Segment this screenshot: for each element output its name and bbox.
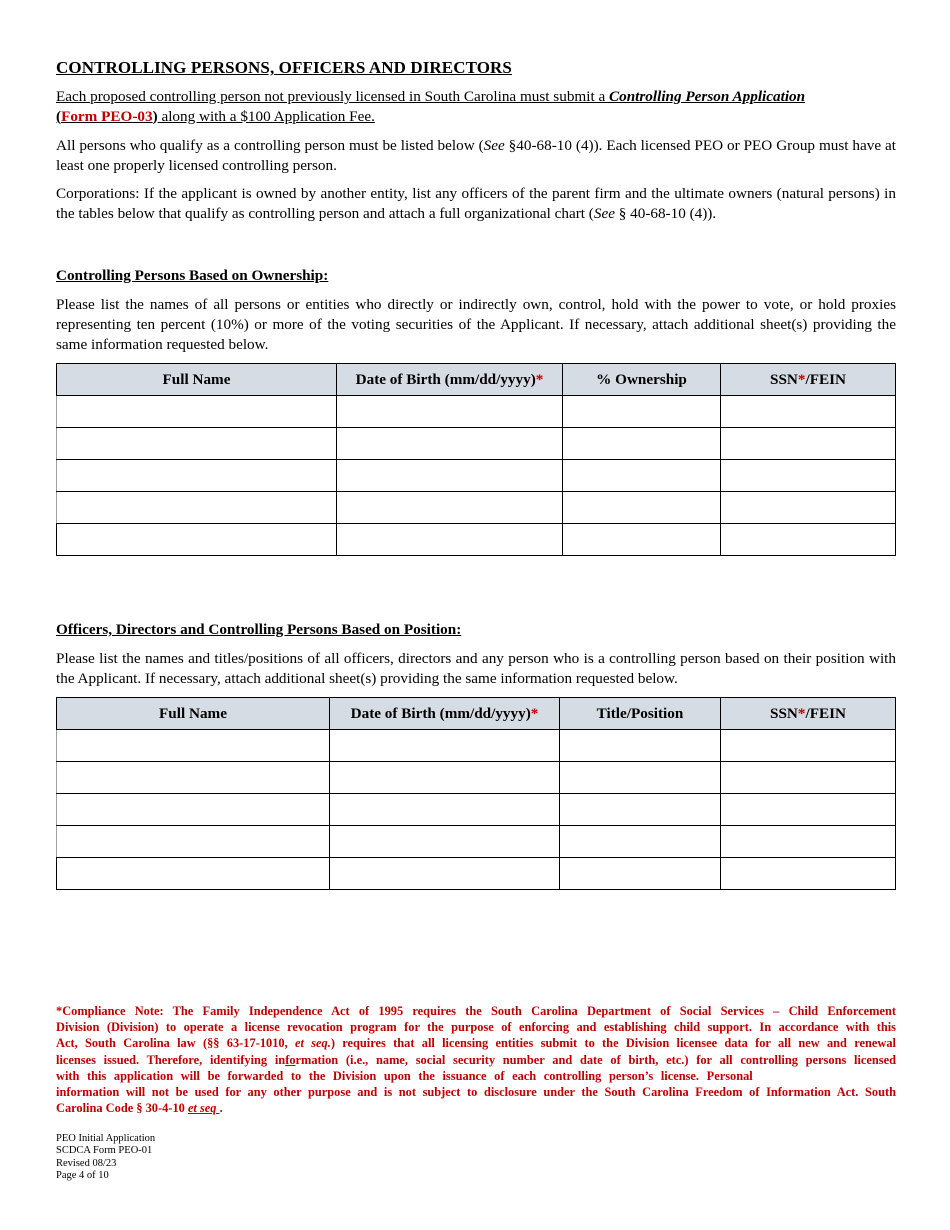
column-header-date-of-birth: Date of Birth (mm/dd/yyyy)*: [337, 364, 563, 396]
note-line: Division (Division) to operate a license revocation program for the purpose of enforcing and establishing child support. In accordance with this: [56, 1020, 896, 1035]
date-of-birth-cell[interactable]: [330, 858, 560, 890]
ssn-fein-cell[interactable]: [721, 794, 896, 826]
compliance-note: [56, 1003, 896, 1116]
ssn-fein-cell[interactable]: [721, 492, 896, 524]
position-table-header: [57, 698, 896, 730]
date-of-birth-cell[interactable]: [337, 492, 563, 524]
form-number-link[interactable]: Form PEO-03: [61, 107, 153, 125]
title-position-cell[interactable]: [560, 794, 721, 826]
table-row: [57, 858, 896, 890]
table-row: [57, 524, 896, 556]
column-header-ssn-fein: SSN*/FEIN: [721, 698, 896, 730]
position-table: [56, 697, 896, 890]
footer-revision-date: Revised 08/23: [56, 1157, 117, 1169]
title-position-cell[interactable]: [560, 730, 721, 762]
paragraph-text: Corporations: If the applicant is owned by another entity, list any officers of the parent firm and the ultimate owners (natural persons) in the tables below that qualify as controlling person and attach a full organizational chart (: [56, 185, 896, 222]
title-position-cell[interactable]: [560, 762, 721, 794]
full-name-cell[interactable]: [57, 460, 337, 492]
full-name-cell[interactable]: [57, 858, 330, 890]
ownership-percent-cell[interactable]: [563, 524, 721, 556]
footer-page-number: Page 4 of 10: [56, 1169, 109, 1181]
ownership-description: Please list the names of all persons or entities who directly or indirectly own, control, hold with the power to vote, or hold proxies representing ten percent (10%) or more of the voting securities of the Applicant. If necessary, attach additional sheet(s) providing the same information requested below.: [56, 296, 896, 353]
ssn-fein-cell[interactable]: [721, 730, 896, 762]
see-reference: See: [483, 137, 505, 154]
table-row: [57, 460, 896, 492]
date-of-birth-cell[interactable]: [337, 460, 563, 492]
required-asterisk: *: [530, 704, 539, 722]
paragraph-text: §40-68-10 (4)). Each licensed PEO or PEO Group must have at least one properly licensed controlling person.: [56, 137, 896, 174]
corporations-paragraph: [56, 184, 896, 224]
column-header-full-name: Full Name: [57, 364, 337, 396]
ssn-fein-cell[interactable]: [721, 428, 896, 460]
column-header-ssn-fein: SSN*/FEIN: [721, 364, 896, 396]
paragraph-text: All persons who qualify as a controlling person must be listed below (: [56, 137, 484, 154]
ownership-percent-cell[interactable]: [563, 460, 721, 492]
column-header-ownership-percent: % Ownership: [563, 364, 721, 396]
table-row: [57, 826, 896, 858]
ownership-heading: Controlling Persons Based on Ownership:: [56, 267, 329, 284]
table-row: [57, 396, 896, 428]
ssn-fein-cell[interactable]: [721, 396, 896, 428]
page-footer: [56, 1133, 896, 1182]
ssn-fein-cell[interactable]: [721, 460, 896, 492]
table-row: [57, 428, 896, 460]
ownership-table: [56, 363, 896, 556]
ownership-table-header: [57, 364, 896, 396]
note-line: Carolina Code § 30-4-10 et seq .: [56, 1101, 223, 1116]
table-row: [57, 492, 896, 524]
note-line: licenses issued. Therefore, identifying information (i.e., name, social security number and date of birth, etc.) for all controlling persons licensed: [56, 1052, 897, 1067]
ownership-percent-cell[interactable]: [563, 396, 721, 428]
footer-application-name: PEO Initial Application: [56, 1133, 156, 1144]
position-description: Please list the names and titles/positions of all officers, directors and any person who is a controlling person based on their position with the Applicant. If necessary, attach additional sheet(s) providing the same information requested below.: [56, 650, 896, 687]
footer-form-id: SCDCA Form PEO-01: [56, 1145, 153, 1157]
full-name-cell[interactable]: [57, 826, 330, 858]
see-reference: See: [593, 205, 615, 222]
column-header-full-name: Full Name: [57, 698, 330, 730]
full-name-cell[interactable]: [57, 524, 337, 556]
full-name-cell[interactable]: [57, 428, 337, 460]
date-of-birth-cell[interactable]: [330, 730, 560, 762]
required-asterisk: *: [535, 370, 544, 388]
column-header-title-position: Title/Position: [560, 698, 721, 730]
title-position-cell[interactable]: [560, 858, 721, 890]
note-line: with this application will be forwarded to the Division upon the issuance of each controlling person’s license. Personal: [56, 1068, 753, 1083]
note-line: *Compliance Note: The Family Independence Act of 1995 requires the South Carolina Department of Social Services – Child Enforcement: [56, 1004, 896, 1018]
position-heading: Officers, Directors and Controlling Persons Based on Position:: [56, 621, 462, 638]
ssn-fein-cell[interactable]: [721, 762, 896, 794]
et-seq-link[interactable]: et seq: [187, 1101, 220, 1116]
section-title: CONTROLLING PERSONS, OFFICERS AND DIRECTORS: [56, 58, 512, 77]
ssn-fein-cell[interactable]: [721, 826, 896, 858]
date-of-birth-cell[interactable]: [330, 794, 560, 826]
full-name-cell[interactable]: [57, 492, 337, 524]
form-name-link[interactable]: Controlling Person Application: [609, 88, 806, 105]
listing-requirement-paragraph: [56, 136, 896, 176]
ssn-fein-cell[interactable]: [721, 524, 896, 556]
required-asterisk: *: [797, 704, 806, 722]
intro-text: Each proposed controlling person not previously licensed in South Carolina must submit a: [56, 88, 609, 105]
table-row: [57, 730, 896, 762]
title-position-cell[interactable]: [560, 826, 721, 858]
intro-fee-text: along with a $100 Application Fee.: [157, 107, 375, 125]
full-name-cell[interactable]: [57, 396, 337, 428]
column-header-date-of-birth: Date of Birth (mm/dd/yyyy)*: [330, 698, 560, 730]
date-of-birth-cell[interactable]: [337, 428, 563, 460]
note-line: Act, South Carolina law (§§ 63-17-1010, et seq.) requires that all licensing entities submit to the Division licensee data for all new and renewal: [56, 1036, 896, 1051]
table-row: [57, 762, 896, 794]
ssn-fein-cell[interactable]: [721, 858, 896, 890]
date-of-birth-cell[interactable]: [337, 396, 563, 428]
full-name-cell[interactable]: [57, 794, 330, 826]
date-of-birth-cell[interactable]: [330, 762, 560, 794]
note-line: information will not be used for any other purpose and is not subject to disclosure under the South Carolina Freedom of Information Act. South: [56, 1085, 896, 1100]
paren-open: (: [56, 107, 62, 125]
date-of-birth-cell[interactable]: [330, 826, 560, 858]
table-row: [57, 794, 896, 826]
full-name-cell[interactable]: [57, 730, 330, 762]
intro-paragraph: [56, 87, 896, 126]
date-of-birth-cell[interactable]: [337, 524, 563, 556]
ownership-percent-cell[interactable]: [563, 492, 721, 524]
required-asterisk: *: [797, 370, 806, 388]
paragraph-text: § 40-68-10 (4)).: [614, 205, 717, 222]
full-name-cell[interactable]: [57, 762, 330, 794]
paren-close: ): [152, 107, 158, 125]
ownership-percent-cell[interactable]: [563, 428, 721, 460]
